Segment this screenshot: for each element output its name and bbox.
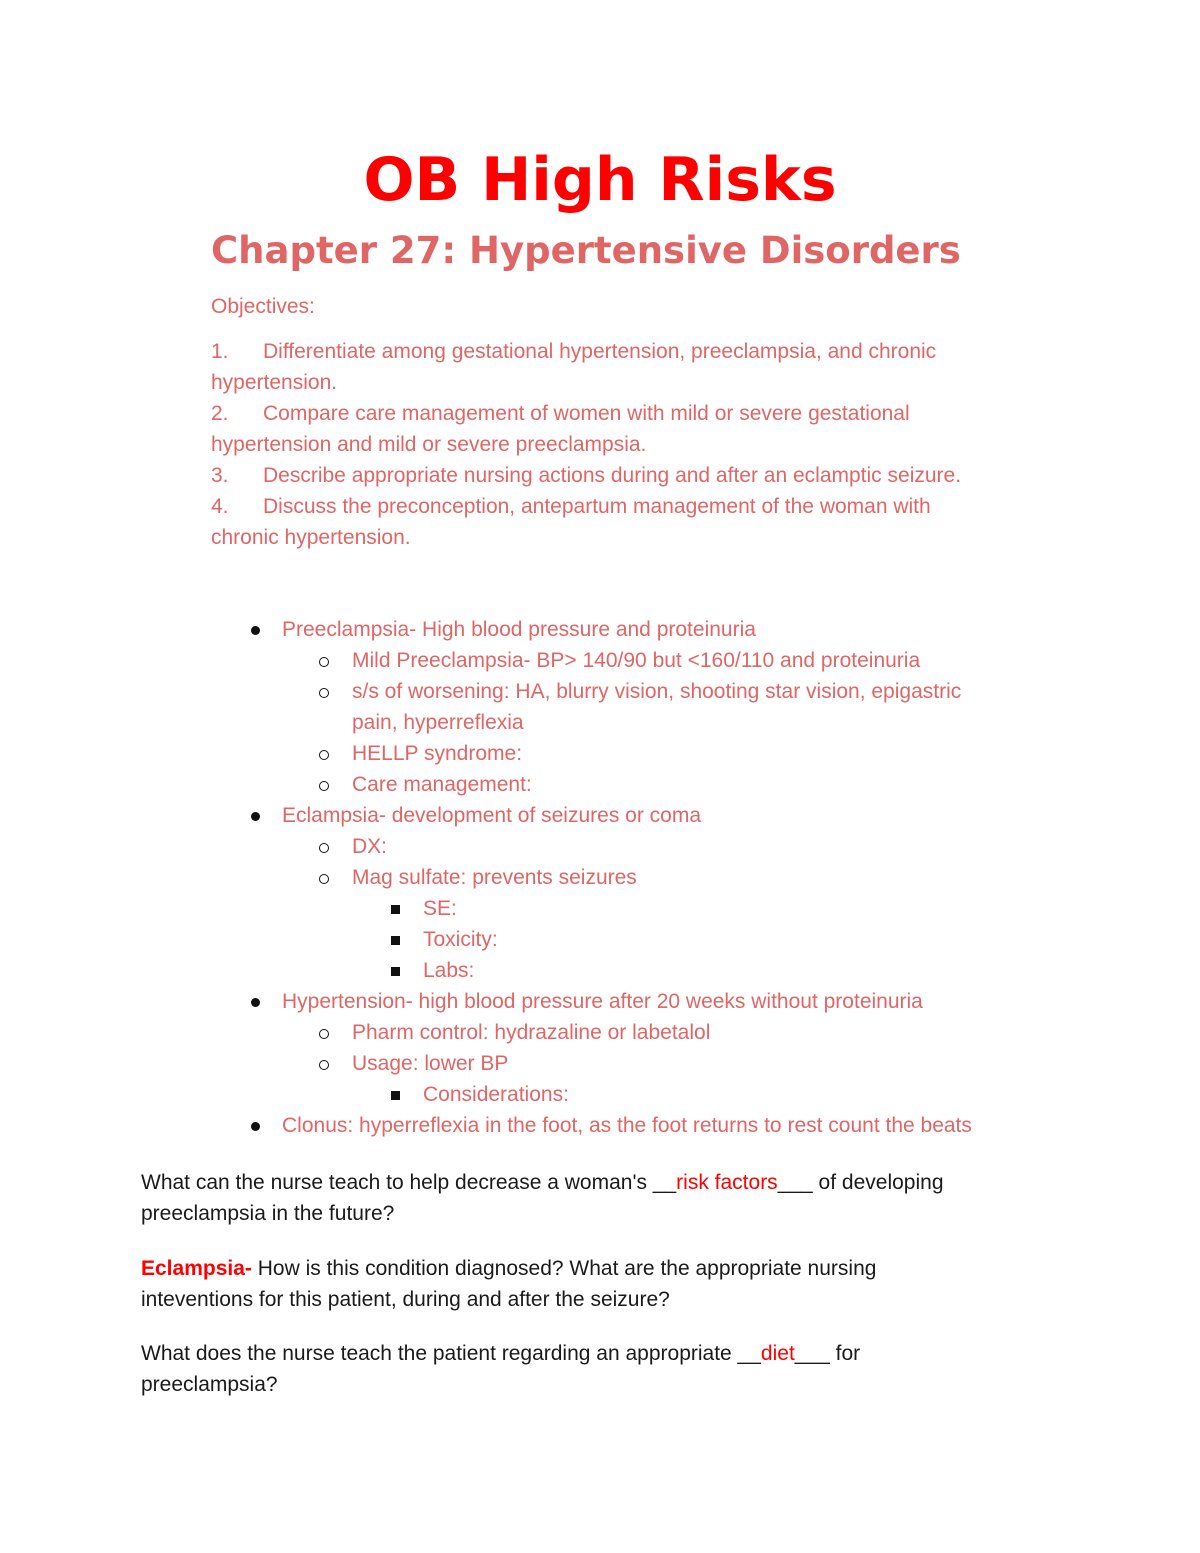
- document-title: OB High Risks: [363, 145, 837, 215]
- bullet-disc-icon: [251, 998, 260, 1007]
- question-risk-factors: [141, 1167, 1061, 1229]
- list-item: Usage: lower BP: [352, 1052, 509, 1075]
- list-item: Labs:: [423, 959, 475, 982]
- list-item: Pharm control: hydrazaline or labetalol: [352, 1021, 711, 1044]
- bullet-circle-icon: [319, 750, 329, 760]
- question-eclampsia: [141, 1253, 1061, 1315]
- question-text: ___ for: [794, 1342, 861, 1365]
- question-text-cont: preeclampsia in the future?: [141, 1202, 395, 1225]
- objective-number: 4.: [211, 495, 229, 518]
- question-text-cont: inteventions for this patient, during and after the seizure?: [141, 1288, 670, 1311]
- objective-number: 3.: [211, 464, 229, 487]
- objectives-section: [211, 291, 1071, 553]
- list-item: Preeclampsia- High blood pressure and proteinuria: [282, 618, 756, 641]
- list-item: HELLP syndrome:: [352, 742, 523, 765]
- bullet-square-icon: [391, 1091, 400, 1100]
- bullet-square-icon: [391, 905, 400, 914]
- objective-item: [211, 491, 1071, 553]
- bullet-circle-icon: [319, 1029, 329, 1039]
- bullet-circle-icon: [319, 1060, 329, 1070]
- objective-number: 1.: [211, 340, 229, 363]
- question-diet: [141, 1338, 1061, 1400]
- objective-item: [211, 460, 1071, 491]
- list-item: Clonus: hyperreflexia in the foot, as the foot returns to rest count the beats: [282, 1114, 972, 1137]
- list-item: Mild Preeclampsia- BP> 140/90 but <160/110 and proteinuria: [352, 649, 921, 672]
- list-item: Mag sulfate: prevents seizures: [352, 866, 637, 889]
- objective-number: 2.: [211, 402, 229, 425]
- question-text: ___ of developing: [777, 1171, 944, 1194]
- bullet-circle-icon: [319, 874, 329, 884]
- objective-text: Discuss the preconception, antepartum management of the woman with: [263, 495, 931, 518]
- bullet-circle-icon: [319, 781, 329, 791]
- list-item: Hypertension- high blood pressure after 20 weeks without proteinuria: [282, 990, 923, 1013]
- bullet-disc-icon: [251, 1122, 260, 1131]
- question-text: How is this condition diagnosed? What are the appropriate nursing: [251, 1257, 877, 1280]
- list-item: Care management:: [352, 773, 532, 796]
- objective-text: Describe appropriate nursing actions during and after an eclamptic seizure.: [263, 464, 962, 487]
- bullet-square-icon: [391, 936, 400, 945]
- list-item: s/s of worsening: HA, blurry vision, shooting star vision, epigastric: [352, 680, 962, 703]
- bullet-square-icon: [391, 967, 400, 976]
- objectives-label: Objectives:: [211, 295, 315, 318]
- answer-text: risk factors: [676, 1171, 778, 1194]
- bullet-circle-icon: [319, 843, 329, 853]
- list-item: DX:: [352, 835, 388, 858]
- objective-item: [211, 336, 1071, 398]
- objective-item: [211, 398, 1071, 460]
- answer-text: diet: [760, 1342, 795, 1365]
- bullet-circle-icon: [319, 657, 329, 667]
- list-item: SE:: [423, 897, 457, 920]
- list-item: Considerations:: [423, 1083, 569, 1106]
- objective-text-cont: chronic hypertension.: [211, 526, 411, 549]
- question-text: What does the nurse teach the patient regarding an appropriate __: [141, 1342, 761, 1365]
- list-item: Toxicity:: [423, 928, 498, 951]
- question-text-cont: preeclampsia?: [141, 1373, 278, 1396]
- objective-text-cont: hypertension.: [211, 371, 338, 394]
- list-item: Eclampsia- development of seizures or coma: [282, 804, 702, 827]
- list-item-continuation: pain, hyperreflexia: [352, 711, 524, 734]
- objective-text: Compare care management of women with mild or severe gestational: [263, 402, 910, 425]
- question-label: Eclampsia-: [141, 1257, 252, 1280]
- question-text: What can the nurse teach to help decrease a woman's __: [141, 1171, 677, 1194]
- objective-text-cont: hypertension and mild or severe preeclampsia.: [211, 433, 647, 456]
- bullet-disc-icon: [251, 812, 260, 821]
- chapter-heading: Chapter 27: Hypertensive Disorders: [211, 229, 961, 272]
- bullet-disc-icon: [251, 626, 260, 635]
- objective-text: Differentiate among gestational hypertension, preeclampsia, and chronic: [263, 340, 937, 363]
- bullet-circle-icon: [319, 688, 329, 698]
